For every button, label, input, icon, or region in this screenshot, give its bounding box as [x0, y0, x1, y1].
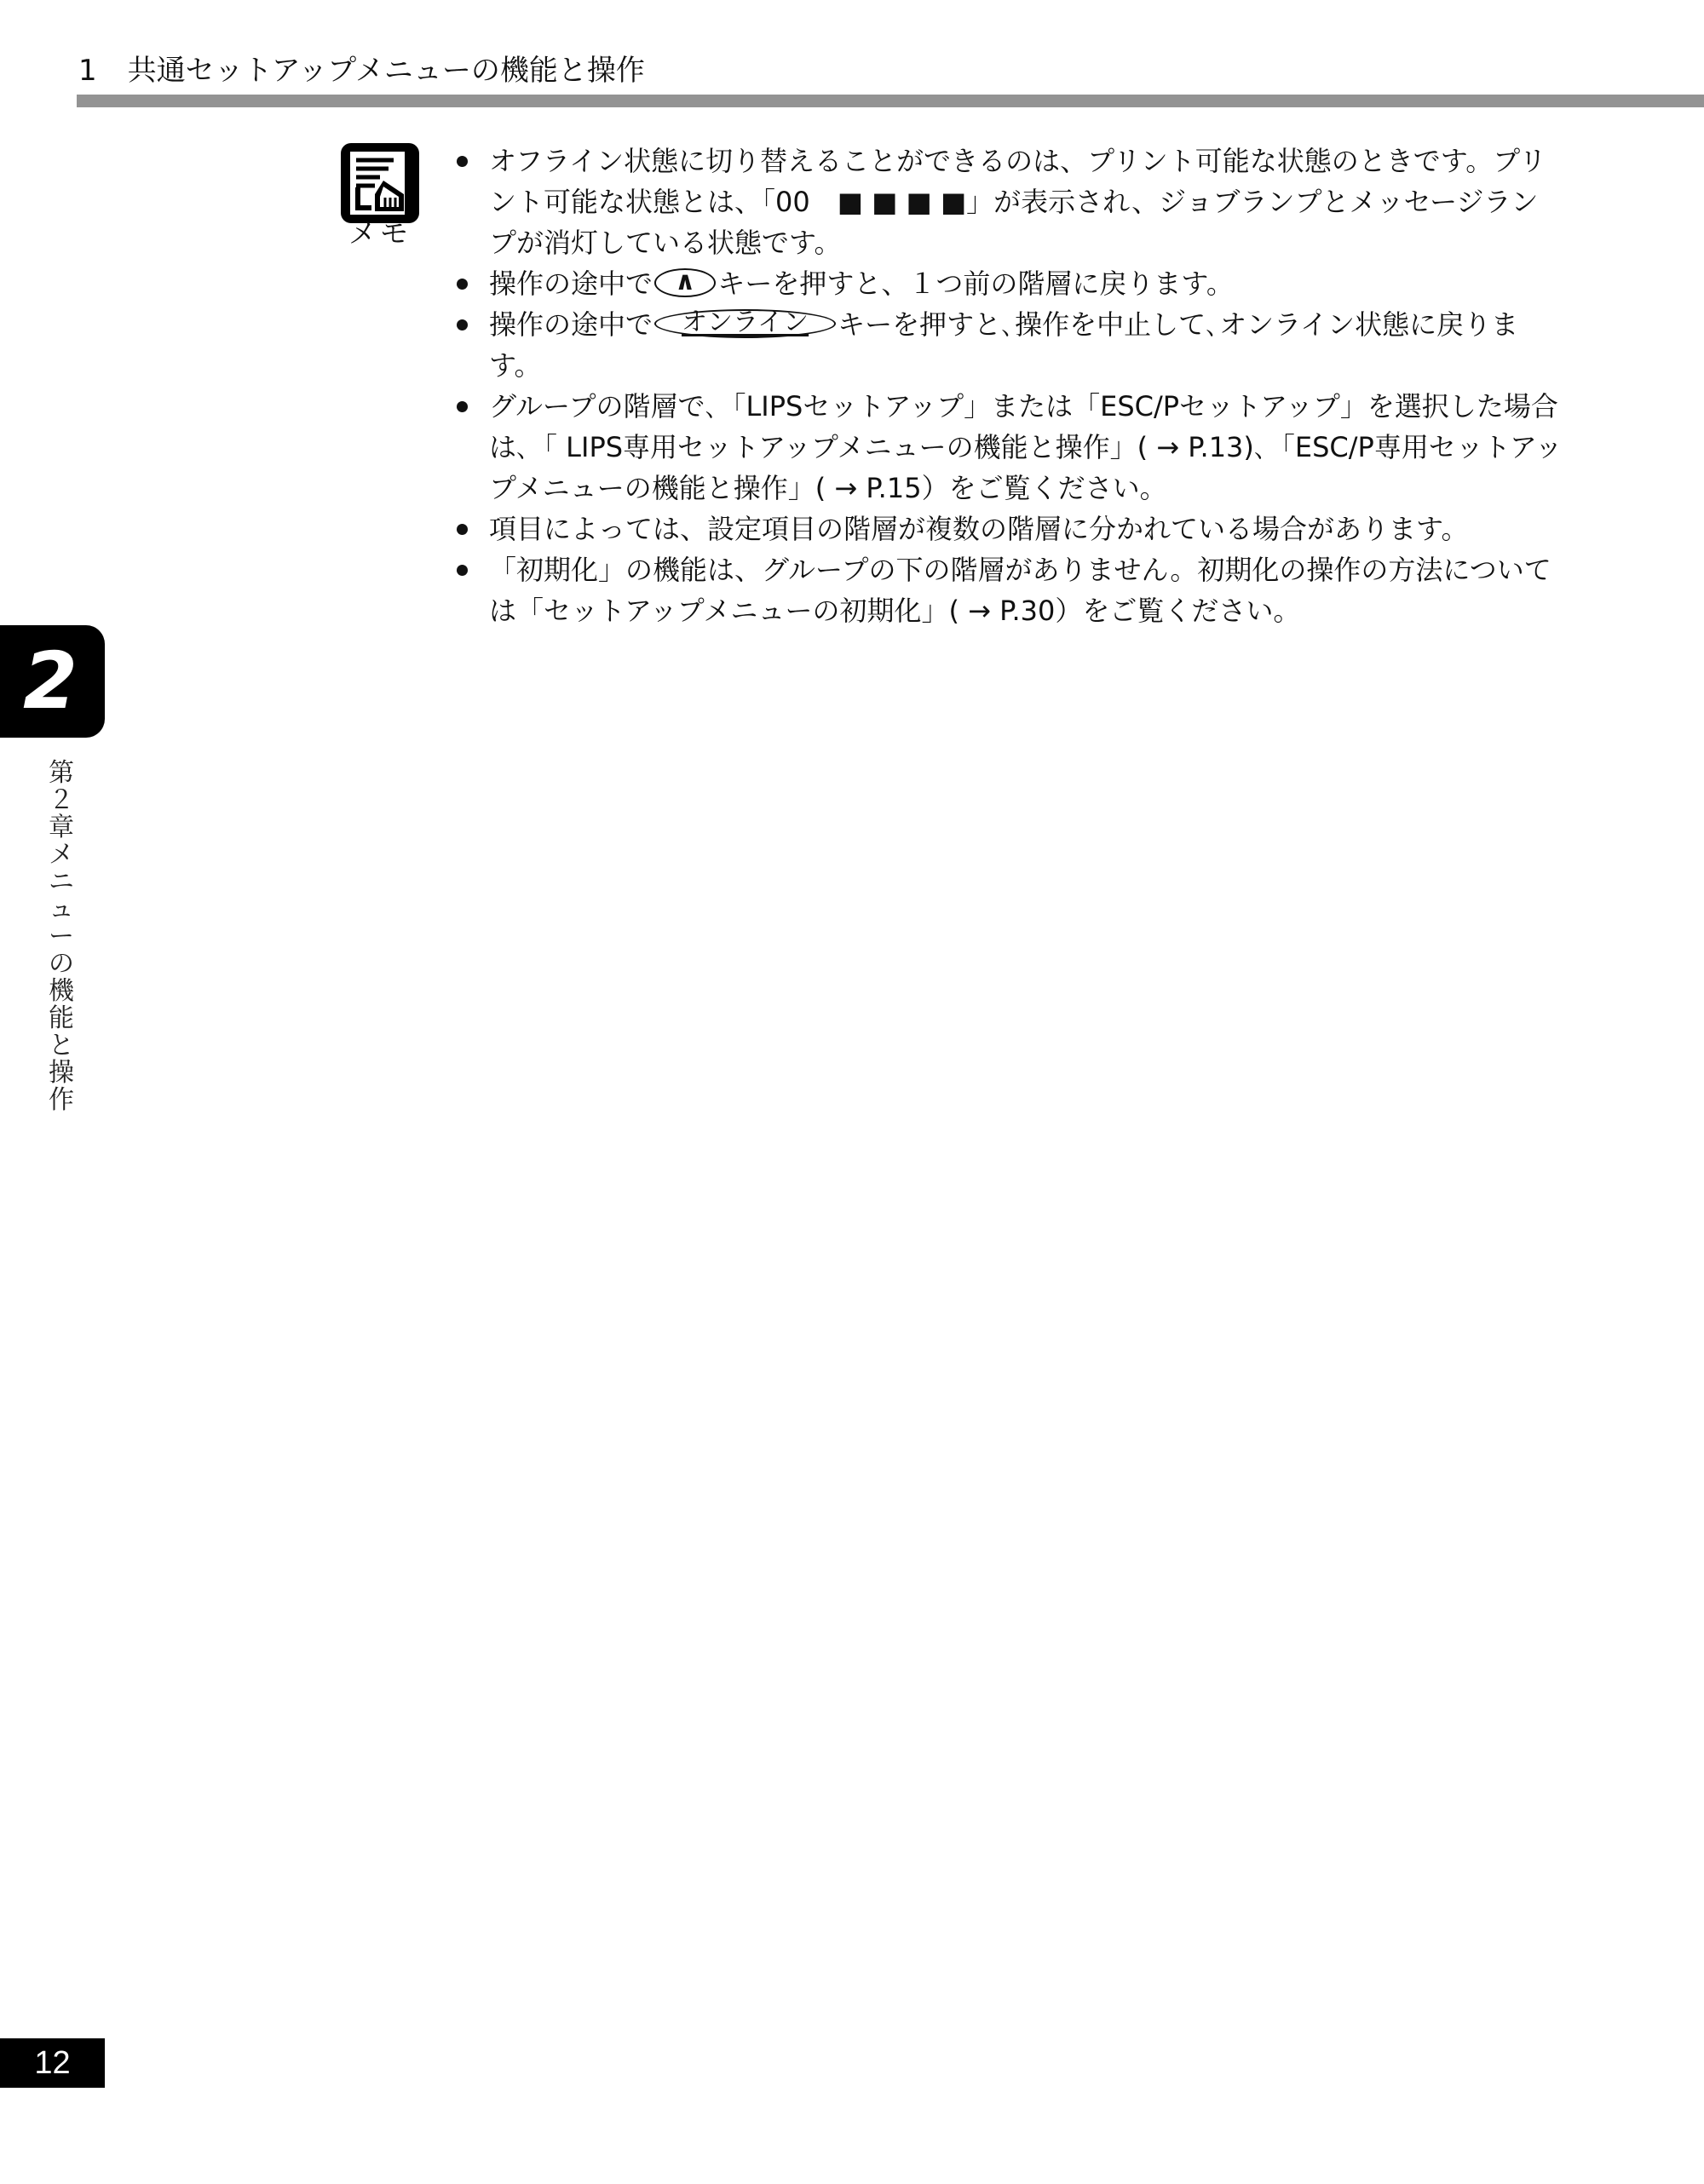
note-text: キーを押すと､操作を中止して､オンライン状態に戻ります。 [489, 308, 1519, 382]
note-up-key [455, 263, 1563, 304]
bullet-icon [457, 565, 468, 576]
bullet-icon [457, 524, 468, 535]
note-text: 操作の途中で [489, 267, 653, 300]
page-number: 12 [0, 2038, 105, 2088]
bullet-icon [457, 279, 468, 290]
chapter-title-vertical: 第２章 メニューの機能と操作 [49, 758, 100, 1115]
memo-notebook-icon [341, 143, 419, 223]
note-text: グループの階層で､「LIPSセットアップ」または「ESC/Pセットアップ」を選択した場合は､「 LIPS専用セットアップメニューの機能と操作」( → P.13)､「ESC/P専用セットアップメニューの機能と操作」( → P.15）をご覧ください。 [489, 390, 1563, 504]
note-text: キーを押すと、１つ前の階層に戻ります。 [717, 267, 1234, 300]
note-initialize [455, 549, 1563, 631]
note-multi-level [455, 509, 1563, 549]
note-text: オフライン状態に切り替えることができるのは、プリント可能な状態のときです。プリント可能な状態とは、「00 ■ ■ ■ ■」が表示され、ジョブランプとメッセージランプが消灯している状態です。 [489, 145, 1546, 259]
header-rule [77, 95, 1704, 107]
note-online-key [455, 304, 1563, 386]
chapter-number: 2 [22, 635, 78, 727]
note-group-setup [455, 386, 1563, 509]
section-number: 1 [78, 54, 97, 88]
up-key-symbol: ∧ [654, 268, 716, 297]
online-key-symbol: オンライン [654, 309, 836, 338]
section-title: 共通セットアップメニューの機能と操作 [127, 54, 645, 88]
note-text: 「初期化」の機能は、グループの下の階層がありません。初期化の操作の方法については「セットアップメニューの初期化」( → P.30）をご覧ください。 [489, 554, 1551, 627]
bullet-icon [457, 156, 468, 167]
bullet-icon [457, 319, 468, 330]
memo-notes-list [455, 141, 1563, 631]
memo-label: メモ [348, 216, 412, 250]
running-header [78, 51, 645, 90]
chapter-tab [0, 625, 105, 738]
note-offline-condition [455, 141, 1563, 263]
note-text: 操作の途中で [489, 308, 653, 341]
note-text: 項目によっては、設定項目の階層が複数の階層に分かれている場合があります。 [489, 513, 1469, 545]
bullet-icon [457, 401, 468, 412]
